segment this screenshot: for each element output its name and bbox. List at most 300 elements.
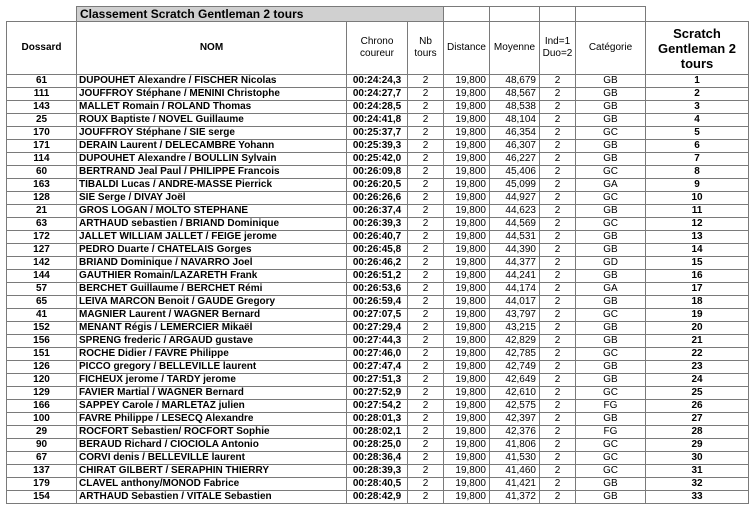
table-row bbox=[7, 452, 749, 465]
table-row bbox=[7, 413, 749, 426]
cell-moyenne: 44,390 bbox=[490, 244, 540, 257]
cell-ind-duo: 2 bbox=[540, 114, 576, 127]
cell-chrono: 00:26:37,4 bbox=[347, 205, 408, 218]
cell-nom: BERTRAND Jeal Paul / PHILIPPE Francois bbox=[77, 166, 347, 179]
cell-ind-duo: 2 bbox=[540, 374, 576, 387]
table-row bbox=[7, 491, 749, 504]
cell-moyenne: 42,749 bbox=[490, 361, 540, 374]
cell-scratch-rank: 32 bbox=[646, 478, 749, 491]
cell-moyenne: 41,806 bbox=[490, 439, 540, 452]
cell-nom: MENANT Régis / LEMERCIER Mikaël bbox=[77, 322, 347, 335]
cell-ind-duo: 2 bbox=[540, 218, 576, 231]
cell-moyenne: 42,649 bbox=[490, 374, 540, 387]
cell-distance: 19,800 bbox=[444, 231, 490, 244]
cell-nom: JOUFFROY Stéphane / SIE serge bbox=[77, 127, 347, 140]
cell-dossard: 179 bbox=[7, 478, 77, 491]
cell-dossard: 60 bbox=[7, 166, 77, 179]
title-blank bbox=[444, 7, 490, 22]
cell-nb-tours: 2 bbox=[408, 231, 444, 244]
cell-moyenne: 44,927 bbox=[490, 192, 540, 205]
cell-ind-duo: 2 bbox=[540, 361, 576, 374]
cell-nom: JALLET WILLIAM JALLET / FEIGE jerome bbox=[77, 231, 347, 244]
cell-scratch-rank: 25 bbox=[646, 387, 749, 400]
cell-chrono: 00:26:39,3 bbox=[347, 218, 408, 231]
cell-categorie: GD bbox=[576, 257, 646, 270]
cell-chrono: 00:28:40,5 bbox=[347, 478, 408, 491]
cell-distance: 19,800 bbox=[444, 335, 490, 348]
cell-categorie: GC bbox=[576, 348, 646, 361]
cell-moyenne: 44,623 bbox=[490, 205, 540, 218]
cell-chrono: 00:24:27,7 bbox=[347, 88, 408, 101]
cell-dossard: 65 bbox=[7, 296, 77, 309]
cell-nb-tours: 2 bbox=[408, 257, 444, 270]
cell-chrono: 00:27:52,9 bbox=[347, 387, 408, 400]
cell-distance: 19,800 bbox=[444, 361, 490, 374]
cell-nom: JOUFFROY Stéphane / MENINI Christophe bbox=[77, 88, 347, 101]
cell-categorie: GB bbox=[576, 88, 646, 101]
cell-moyenne: 41,460 bbox=[490, 465, 540, 478]
table-row bbox=[7, 465, 749, 478]
cell-distance: 19,800 bbox=[444, 309, 490, 322]
cell-dossard: 144 bbox=[7, 270, 77, 283]
cell-moyenne: 42,829 bbox=[490, 335, 540, 348]
cell-categorie: GB bbox=[576, 413, 646, 426]
cell-chrono: 00:26:09,8 bbox=[347, 166, 408, 179]
cell-ind-duo: 2 bbox=[540, 127, 576, 140]
cell-nom: LEIVA MARCON Benoit / GAUDE Gregory bbox=[77, 296, 347, 309]
cell-dossard: 111 bbox=[7, 88, 77, 101]
cell-scratch-rank: 26 bbox=[646, 400, 749, 413]
cell-scratch-rank: 31 bbox=[646, 465, 749, 478]
cell-categorie: GB bbox=[576, 374, 646, 387]
cell-scratch-rank: 23 bbox=[646, 361, 749, 374]
cell-scratch-rank: 24 bbox=[646, 374, 749, 387]
cell-chrono: 00:28:39,3 bbox=[347, 465, 408, 478]
cell-ind-duo: 2 bbox=[540, 270, 576, 283]
table-row bbox=[7, 179, 749, 192]
cell-scratch-rank: 33 bbox=[646, 491, 749, 504]
cell-dossard: 142 bbox=[7, 257, 77, 270]
cell-distance: 19,800 bbox=[444, 348, 490, 361]
cell-nb-tours: 2 bbox=[408, 270, 444, 283]
table-row bbox=[7, 192, 749, 205]
table-row bbox=[7, 257, 749, 270]
cell-nb-tours: 2 bbox=[408, 283, 444, 296]
table-row bbox=[7, 101, 749, 114]
cell-nb-tours: 2 bbox=[408, 166, 444, 179]
table-row bbox=[7, 335, 749, 348]
cell-moyenne: 42,785 bbox=[490, 348, 540, 361]
cell-nb-tours: 2 bbox=[408, 75, 444, 88]
cell-chrono: 00:28:25,0 bbox=[347, 439, 408, 452]
cell-ind-duo: 2 bbox=[540, 335, 576, 348]
cell-chrono: 00:27:54,2 bbox=[347, 400, 408, 413]
table-row bbox=[7, 374, 749, 387]
cell-nb-tours: 2 bbox=[408, 335, 444, 348]
cell-nb-tours: 2 bbox=[408, 153, 444, 166]
cell-ind-duo: 2 bbox=[540, 413, 576, 426]
cell-distance: 19,800 bbox=[444, 166, 490, 179]
cell-ind-duo: 2 bbox=[540, 491, 576, 504]
cell-scratch-rank: 5 bbox=[646, 127, 749, 140]
title-spacer bbox=[7, 7, 77, 22]
cell-chrono: 00:27:44,3 bbox=[347, 335, 408, 348]
cell-categorie: GC bbox=[576, 192, 646, 205]
cell-nom: MAGNIER Laurent / WAGNER Bernard bbox=[77, 309, 347, 322]
cell-moyenne: 46,227 bbox=[490, 153, 540, 166]
cell-nb-tours: 2 bbox=[408, 387, 444, 400]
cell-ind-duo: 2 bbox=[540, 452, 576, 465]
cell-categorie: GB bbox=[576, 296, 646, 309]
cell-chrono: 00:25:39,3 bbox=[347, 140, 408, 153]
cell-scratch-rank: 12 bbox=[646, 218, 749, 231]
cell-nom: ROUX Baptiste / NOVEL Guillaume bbox=[77, 114, 347, 127]
cell-distance: 19,800 bbox=[444, 387, 490, 400]
cell-nom: BERCHET Guillaume / BERCHET Rémi bbox=[77, 283, 347, 296]
cell-moyenne: 41,421 bbox=[490, 478, 540, 491]
cell-categorie: GB bbox=[576, 101, 646, 114]
cell-distance: 19,800 bbox=[444, 153, 490, 166]
cell-dossard: 128 bbox=[7, 192, 77, 205]
cell-nb-tours: 2 bbox=[408, 478, 444, 491]
cell-dossard: 127 bbox=[7, 244, 77, 257]
cell-chrono: 00:25:37,7 bbox=[347, 127, 408, 140]
table-row bbox=[7, 283, 749, 296]
cell-scratch-rank: 9 bbox=[646, 179, 749, 192]
cell-dossard: 29 bbox=[7, 426, 77, 439]
table-row bbox=[7, 114, 749, 127]
cell-ind-duo: 2 bbox=[540, 140, 576, 153]
cell-distance: 19,800 bbox=[444, 491, 490, 504]
cell-nom: CORVI denis / BELLEVILLE laurent bbox=[77, 452, 347, 465]
cell-chrono: 00:26:51,2 bbox=[347, 270, 408, 283]
table-row bbox=[7, 218, 749, 231]
cell-moyenne: 48,538 bbox=[490, 101, 540, 114]
table-row bbox=[7, 439, 749, 452]
cell-ind-duo: 2 bbox=[540, 283, 576, 296]
cell-nom: GAUTHIER Romain/LAZARETH Frank bbox=[77, 270, 347, 283]
cell-nom: DERAIN Laurent / DELECAMBRE Yohann bbox=[77, 140, 347, 153]
cell-moyenne: 44,377 bbox=[490, 257, 540, 270]
table-row bbox=[7, 244, 749, 257]
cell-nom: CLAVEL anthony/MONOD Fabrice bbox=[77, 478, 347, 491]
cell-distance: 19,800 bbox=[444, 439, 490, 452]
cell-chrono: 00:26:40,7 bbox=[347, 231, 408, 244]
header-chrono: Chrono coureur bbox=[347, 22, 408, 75]
cell-ind-duo: 2 bbox=[540, 166, 576, 179]
cell-categorie: GB bbox=[576, 478, 646, 491]
cell-dossard: 114 bbox=[7, 153, 77, 166]
cell-distance: 19,800 bbox=[444, 322, 490, 335]
table-row bbox=[7, 426, 749, 439]
cell-scratch-rank: 10 bbox=[646, 192, 749, 205]
cell-nb-tours: 2 bbox=[408, 140, 444, 153]
cell-nb-tours: 2 bbox=[408, 127, 444, 140]
cell-nb-tours: 2 bbox=[408, 205, 444, 218]
table-row bbox=[7, 322, 749, 335]
cell-scratch-rank: 17 bbox=[646, 283, 749, 296]
cell-nb-tours: 2 bbox=[408, 439, 444, 452]
cell-chrono: 00:24:41,8 bbox=[347, 114, 408, 127]
cell-nom: ARTHAUD Sebastien / VITALE Sebastien bbox=[77, 491, 347, 504]
cell-nom: CHIRAT GILBERT / SERAPHIN THIERRY bbox=[77, 465, 347, 478]
cell-dossard: 170 bbox=[7, 127, 77, 140]
cell-moyenne: 46,307 bbox=[490, 140, 540, 153]
title-blank bbox=[540, 7, 576, 22]
cell-nb-tours: 2 bbox=[408, 179, 444, 192]
cell-dossard: 21 bbox=[7, 205, 77, 218]
cell-distance: 19,800 bbox=[444, 88, 490, 101]
cell-distance: 19,800 bbox=[444, 257, 490, 270]
cell-chrono: 00:24:28,5 bbox=[347, 101, 408, 114]
cell-nb-tours: 2 bbox=[408, 426, 444, 439]
cell-distance: 19,800 bbox=[444, 270, 490, 283]
cell-moyenne: 42,376 bbox=[490, 426, 540, 439]
cell-categorie: GB bbox=[576, 75, 646, 88]
table-row bbox=[7, 296, 749, 309]
cell-distance: 19,800 bbox=[444, 374, 490, 387]
cell-scratch-rank: 22 bbox=[646, 348, 749, 361]
cell-ind-duo: 2 bbox=[540, 348, 576, 361]
cell-nb-tours: 2 bbox=[408, 101, 444, 114]
cell-categorie: FG bbox=[576, 400, 646, 413]
cell-ind-duo: 2 bbox=[540, 400, 576, 413]
cell-categorie: GC bbox=[576, 465, 646, 478]
cell-ind-duo: 2 bbox=[540, 296, 576, 309]
cell-chrono: 00:27:07,5 bbox=[347, 309, 408, 322]
cell-nom: FAVRE Philippe / LESECQ Alexandre bbox=[77, 413, 347, 426]
cell-categorie: GB bbox=[576, 114, 646, 127]
cell-categorie: GB bbox=[576, 205, 646, 218]
cell-categorie: GB bbox=[576, 322, 646, 335]
cell-moyenne: 44,017 bbox=[490, 296, 540, 309]
cell-dossard: 172 bbox=[7, 231, 77, 244]
cell-dossard: 25 bbox=[7, 114, 77, 127]
cell-scratch-rank: 18 bbox=[646, 296, 749, 309]
cell-chrono: 00:26:59,4 bbox=[347, 296, 408, 309]
cell-distance: 19,800 bbox=[444, 426, 490, 439]
cell-nom: TIBALDI Lucas / ANDRE-MASSE Pierrick bbox=[77, 179, 347, 192]
cell-chrono: 00:28:36,4 bbox=[347, 452, 408, 465]
cell-scratch-rank: 14 bbox=[646, 244, 749, 257]
cell-dossard: 61 bbox=[7, 75, 77, 88]
cell-distance: 19,800 bbox=[444, 101, 490, 114]
cell-categorie: GB bbox=[576, 140, 646, 153]
cell-distance: 19,800 bbox=[444, 192, 490, 205]
cell-dossard: 67 bbox=[7, 452, 77, 465]
cell-ind-duo: 2 bbox=[540, 101, 576, 114]
cell-chrono: 00:24:24,3 bbox=[347, 75, 408, 88]
cell-chrono: 00:27:29,4 bbox=[347, 322, 408, 335]
cell-nb-tours: 2 bbox=[408, 361, 444, 374]
cell-nb-tours: 2 bbox=[408, 218, 444, 231]
cell-categorie: GC bbox=[576, 309, 646, 322]
cell-ind-duo: 2 bbox=[540, 231, 576, 244]
table-row bbox=[7, 387, 749, 400]
cell-dossard: 63 bbox=[7, 218, 77, 231]
title-blank bbox=[490, 7, 540, 22]
cell-nom: GROS LOGAN / MOLTO STEPHANE bbox=[77, 205, 347, 218]
cell-distance: 19,800 bbox=[444, 179, 490, 192]
cell-dossard: 57 bbox=[7, 283, 77, 296]
cell-categorie: GB bbox=[576, 491, 646, 504]
header-moyenne: Moyenne bbox=[490, 22, 540, 75]
cell-dossard: 126 bbox=[7, 361, 77, 374]
cell-nom: SPRENG frederic / ARGAUD gustave bbox=[77, 335, 347, 348]
cell-scratch-rank: 1 bbox=[646, 75, 749, 88]
cell-scratch-rank: 21 bbox=[646, 335, 749, 348]
cell-scratch-rank: 8 bbox=[646, 166, 749, 179]
cell-nb-tours: 2 bbox=[408, 413, 444, 426]
cell-moyenne: 43,797 bbox=[490, 309, 540, 322]
cell-nom: DUPOUHET Alexandre / FISCHER Nicolas bbox=[77, 75, 347, 88]
cell-chrono: 00:28:01,3 bbox=[347, 413, 408, 426]
cell-scratch-rank: 6 bbox=[646, 140, 749, 153]
cell-moyenne: 43,215 bbox=[490, 322, 540, 335]
cell-categorie: GC bbox=[576, 439, 646, 452]
header-scratch: Scratch Gentleman 2 tours bbox=[646, 22, 749, 75]
cell-categorie: GC bbox=[576, 166, 646, 179]
header-nom: NOM bbox=[77, 22, 347, 75]
cell-scratch-rank: 29 bbox=[646, 439, 749, 452]
cell-scratch-rank: 11 bbox=[646, 205, 749, 218]
cell-dossard: 137 bbox=[7, 465, 77, 478]
cell-nom: BRIAND Dominique / NAVARRO Joel bbox=[77, 257, 347, 270]
cell-ind-duo: 2 bbox=[540, 426, 576, 439]
cell-categorie: GC bbox=[576, 452, 646, 465]
cell-dossard: 171 bbox=[7, 140, 77, 153]
cell-categorie: GB bbox=[576, 231, 646, 244]
title-blank bbox=[646, 7, 749, 22]
table-row bbox=[7, 400, 749, 413]
cell-nb-tours: 2 bbox=[408, 296, 444, 309]
cell-scratch-rank: 30 bbox=[646, 452, 749, 465]
cell-ind-duo: 2 bbox=[540, 179, 576, 192]
cell-ind-duo: 2 bbox=[540, 88, 576, 101]
table-row bbox=[7, 478, 749, 491]
header-distance: Distance bbox=[444, 22, 490, 75]
cell-dossard: 163 bbox=[7, 179, 77, 192]
results-sheet bbox=[6, 6, 749, 504]
cell-ind-duo: 2 bbox=[540, 192, 576, 205]
cell-moyenne: 45,406 bbox=[490, 166, 540, 179]
table-row bbox=[7, 270, 749, 283]
cell-chrono: 00:25:42,0 bbox=[347, 153, 408, 166]
cell-dossard: 90 bbox=[7, 439, 77, 452]
cell-scratch-rank: 16 bbox=[646, 270, 749, 283]
cell-chrono: 00:26:53,6 bbox=[347, 283, 408, 296]
cell-nb-tours: 2 bbox=[408, 322, 444, 335]
cell-dossard: 154 bbox=[7, 491, 77, 504]
cell-ind-duo: 2 bbox=[540, 75, 576, 88]
cell-moyenne: 48,567 bbox=[490, 88, 540, 101]
cell-moyenne: 41,530 bbox=[490, 452, 540, 465]
cell-dossard: 152 bbox=[7, 322, 77, 335]
cell-categorie: GB bbox=[576, 361, 646, 374]
cell-categorie: GB bbox=[576, 270, 646, 283]
cell-dossard: 41 bbox=[7, 309, 77, 322]
table-row bbox=[7, 166, 749, 179]
cell-chrono: 00:28:02,1 bbox=[347, 426, 408, 439]
header-row bbox=[7, 22, 749, 75]
cell-chrono: 00:26:20,5 bbox=[347, 179, 408, 192]
cell-moyenne: 44,174 bbox=[490, 283, 540, 296]
cell-moyenne: 45,099 bbox=[490, 179, 540, 192]
cell-moyenne: 41,372 bbox=[490, 491, 540, 504]
cell-nb-tours: 2 bbox=[408, 309, 444, 322]
cell-nb-tours: 2 bbox=[408, 88, 444, 101]
cell-chrono: 00:26:45,8 bbox=[347, 244, 408, 257]
cell-nb-tours: 2 bbox=[408, 400, 444, 413]
table-row bbox=[7, 205, 749, 218]
cell-chrono: 00:26:46,2 bbox=[347, 257, 408, 270]
cell-nom: BERAUD Richard / CIOCIOLA Antonio bbox=[77, 439, 347, 452]
cell-nom: ROCFORT Sebastien/ ROCFORT Sophie bbox=[77, 426, 347, 439]
cell-scratch-rank: 20 bbox=[646, 322, 749, 335]
table-row bbox=[7, 153, 749, 166]
cell-nb-tours: 2 bbox=[408, 491, 444, 504]
cell-moyenne: 42,397 bbox=[490, 413, 540, 426]
cell-distance: 19,800 bbox=[444, 465, 490, 478]
cell-nb-tours: 2 bbox=[408, 465, 444, 478]
cell-moyenne: 42,610 bbox=[490, 387, 540, 400]
cell-moyenne: 44,569 bbox=[490, 218, 540, 231]
cell-nb-tours: 2 bbox=[408, 452, 444, 465]
cell-ind-duo: 2 bbox=[540, 244, 576, 257]
cell-moyenne: 46,354 bbox=[490, 127, 540, 140]
cell-distance: 19,800 bbox=[444, 296, 490, 309]
cell-chrono: 00:28:42,9 bbox=[347, 491, 408, 504]
cell-categorie: GB bbox=[576, 335, 646, 348]
cell-distance: 19,800 bbox=[444, 205, 490, 218]
cell-nom: PICCO gregory / BELLEVILLE laurent bbox=[77, 361, 347, 374]
cell-distance: 19,800 bbox=[444, 75, 490, 88]
cell-nom: SIE Serge / DIVAY Joël bbox=[77, 192, 347, 205]
cell-nb-tours: 2 bbox=[408, 244, 444, 257]
page-title: Classement Scratch Gentleman 2 tours bbox=[77, 7, 444, 22]
cell-nb-tours: 2 bbox=[408, 348, 444, 361]
cell-ind-duo: 2 bbox=[540, 153, 576, 166]
cell-distance: 19,800 bbox=[444, 114, 490, 127]
cell-nom: FICHEUX jerome / TARDY jerome bbox=[77, 374, 347, 387]
cell-ind-duo: 2 bbox=[540, 465, 576, 478]
cell-categorie: GA bbox=[576, 283, 646, 296]
cell-ind-duo: 2 bbox=[540, 478, 576, 491]
cell-distance: 19,800 bbox=[444, 413, 490, 426]
cell-categorie: GB bbox=[576, 244, 646, 257]
cell-scratch-rank: 27 bbox=[646, 413, 749, 426]
cell-scratch-rank: 13 bbox=[646, 231, 749, 244]
cell-categorie: GA bbox=[576, 179, 646, 192]
cell-nb-tours: 2 bbox=[408, 114, 444, 127]
cell-nom: ARTHAUD sebastien / BRIAND Dominique bbox=[77, 218, 347, 231]
cell-nb-tours: 2 bbox=[408, 192, 444, 205]
cell-ind-duo: 2 bbox=[540, 387, 576, 400]
table-row bbox=[7, 140, 749, 153]
cell-distance: 19,800 bbox=[444, 140, 490, 153]
cell-scratch-rank: 15 bbox=[646, 257, 749, 270]
cell-scratch-rank: 7 bbox=[646, 153, 749, 166]
table-row bbox=[7, 75, 749, 88]
cell-distance: 19,800 bbox=[444, 127, 490, 140]
header-nb-tours: Nb tours bbox=[408, 22, 444, 75]
title-blank bbox=[576, 7, 646, 22]
cell-distance: 19,800 bbox=[444, 400, 490, 413]
cell-dossard: 129 bbox=[7, 387, 77, 400]
cell-distance: 19,800 bbox=[444, 478, 490, 491]
cell-categorie: GC bbox=[576, 387, 646, 400]
cell-chrono: 00:27:46,0 bbox=[347, 348, 408, 361]
